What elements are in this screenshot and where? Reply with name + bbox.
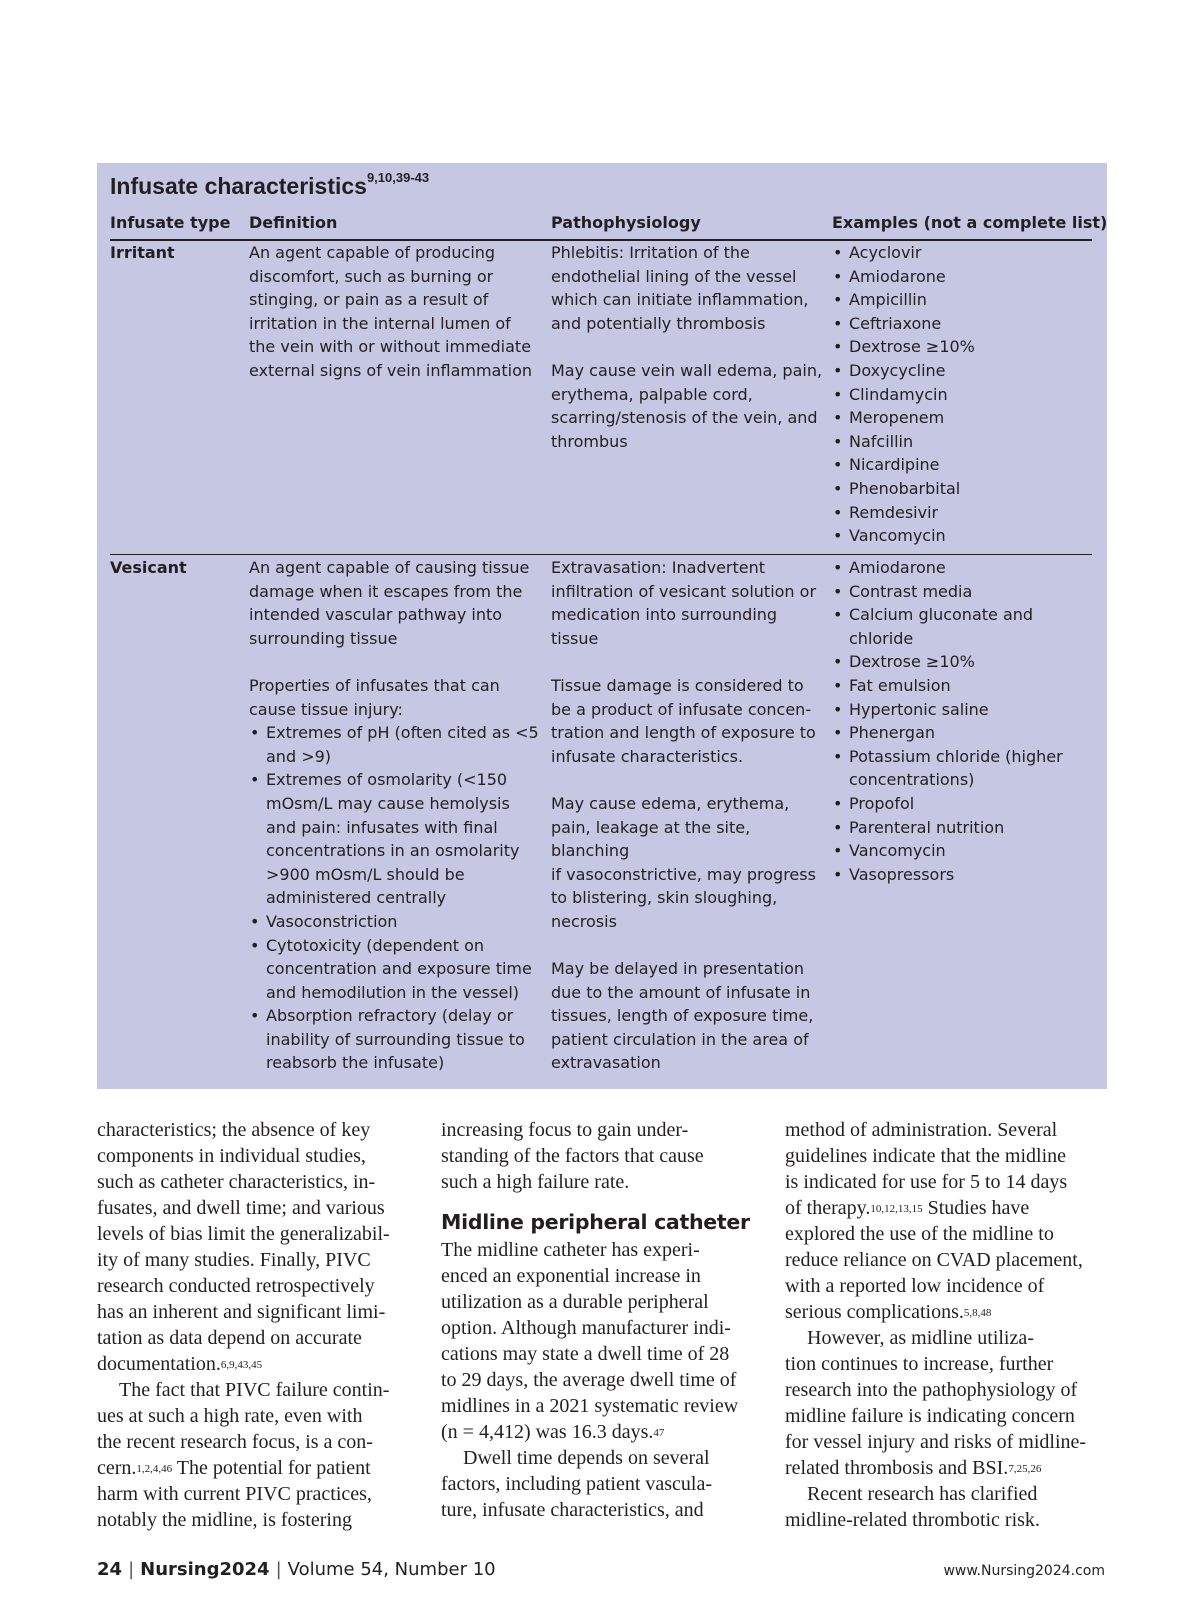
text-line: An agent capable of causing tissue xyxy=(249,558,530,577)
text-line: utilization as a durable peripheral xyxy=(441,1291,709,1313)
text-line: Properties of infusates that can xyxy=(249,675,500,695)
text-line: Cytotoxicity (dependent on xyxy=(266,935,485,955)
text-line: scarring/stenosis of the vein, and xyxy=(551,408,818,428)
text-line: May cause edema, erythema, xyxy=(551,793,790,813)
text-line: serious complications. xyxy=(785,1301,964,1323)
example-item: • Amiodarone xyxy=(832,265,1092,289)
paragraph-gap xyxy=(551,934,826,958)
property-item xyxy=(249,768,539,910)
text-line: enced an exponential increase in xyxy=(441,1265,701,1287)
text-line: Extremes of pH (often cited as <5 xyxy=(266,723,539,743)
paragraph-gap xyxy=(551,768,826,792)
text-line: concentrations) xyxy=(849,770,975,790)
text-line: related thrombosis and BSI. xyxy=(785,1457,1009,1479)
text-line: endothelial lining of the vessel xyxy=(551,266,797,286)
reference-superscript: 10,12,13,15 xyxy=(870,1203,923,1215)
body-paragraph xyxy=(785,1481,1107,1533)
text-line: chloride xyxy=(849,628,914,648)
text-line: stinging, or pain as a result of xyxy=(249,290,489,310)
example-item: • Dextrose ≥10% xyxy=(832,335,1092,359)
text-line: midline failure is indicating concern xyxy=(785,1405,1075,1427)
example-item: • Phenobarbital xyxy=(832,477,1092,501)
paragraph-gap xyxy=(551,335,826,359)
page-number: 24 xyxy=(97,1559,123,1580)
text-line: medication into surrounding xyxy=(551,605,778,625)
text-line: thrombus xyxy=(551,431,628,451)
pathophysiology-text xyxy=(551,674,826,768)
example-item: • Ceftriaxone xyxy=(832,312,1092,336)
text-line: the recent research focus, is a con- xyxy=(97,1431,373,1453)
text-line: tation as data depend on accurate xyxy=(97,1327,362,1349)
text-line: reduce reliance on CVAD placement, xyxy=(785,1249,1083,1271)
property-item xyxy=(249,910,539,934)
paragraph-gap xyxy=(551,650,826,674)
text-line: fusates, and dwell time; and various xyxy=(97,1197,385,1219)
text-line: and >9) xyxy=(266,746,332,766)
text-line: discomfort, such as burning or xyxy=(249,266,494,286)
header-examples: Examples (not a complete list) xyxy=(832,213,1108,232)
paragraph-gap xyxy=(249,650,539,674)
text-line: Tissue damage is considered to xyxy=(551,675,804,695)
text-line: Dextrose ≥10% xyxy=(849,652,975,672)
text-line: if vasoconstrictive, may progress xyxy=(551,864,816,884)
text-line: Parenteral nutrition xyxy=(849,817,1005,837)
text-line: to 29 days, the average dwell time of xyxy=(441,1369,737,1391)
vesicant-examples xyxy=(832,556,1092,886)
text-line: reabsorb the infusate) xyxy=(266,1053,445,1073)
text-line: concentrations in an osmolarity xyxy=(266,841,520,861)
text-line: pain, leakage at the site, blanching xyxy=(551,817,751,861)
text-line: administered centrally xyxy=(266,888,447,908)
row-rule xyxy=(110,554,1092,555)
text-line: Dwell time depends on several xyxy=(463,1447,710,1469)
example-item: • Doxycycline xyxy=(832,359,1092,383)
text-line: be a product of infusate concen- xyxy=(551,699,812,719)
text-line: is indicated for use for 5 to 14 days xyxy=(785,1171,1068,1193)
text-line: tration and length of exposure to xyxy=(551,723,816,743)
text-line: external signs of vein inflammation xyxy=(249,360,533,380)
example-item xyxy=(832,580,1092,604)
definition-text xyxy=(249,241,539,383)
table-title: Infusate characteristics$^{9,10,39-43}$ xyxy=(110,170,430,199)
irritant-definition xyxy=(249,241,539,383)
text-line: due to the amount of infusate in xyxy=(551,982,811,1002)
text-line: Vancomycin xyxy=(849,841,946,861)
text-line: Hypertonic saline xyxy=(849,699,989,719)
body-column-2 xyxy=(441,1117,763,1523)
text-line: such as catheter characteristics, in- xyxy=(97,1171,376,1193)
reference-superscript: 1,2,4,46 xyxy=(136,1463,173,1475)
text-line: (n = 4,412) was 16.3 days. xyxy=(441,1421,654,1443)
example-item xyxy=(832,816,1092,840)
volume-info: Volume 54, Number 10 xyxy=(287,1559,496,1580)
example-item: • Vancomycin xyxy=(832,524,1092,548)
text-run: Studies have xyxy=(922,1197,1030,1219)
text-line: mOsm/L may cause hemolysis xyxy=(266,793,510,813)
text-line: extravasation xyxy=(551,1053,661,1073)
example-item: • Acyclovir xyxy=(832,241,1092,265)
reference-superscript: 7,25,26 xyxy=(1008,1463,1042,1475)
text-line: to blistering, skin sloughing, xyxy=(551,888,778,908)
header-definition: Definition xyxy=(249,213,338,232)
vesicant-definition xyxy=(249,556,539,1075)
example-item xyxy=(832,745,1092,792)
text-line: notably the midline, is fostering xyxy=(97,1509,352,1531)
example-item xyxy=(832,863,1092,887)
definition-text xyxy=(249,556,539,650)
text-run: The potential for patient xyxy=(172,1457,371,1479)
example-item: • Meropenem xyxy=(832,406,1092,430)
text-line: harm with current PIVC practices, xyxy=(97,1483,372,1505)
text-line: The midline catheter has experi- xyxy=(441,1239,700,1261)
text-line: midlines in a 2021 systematic review xyxy=(441,1395,739,1417)
text-line: tissues, length of exposure time, xyxy=(551,1006,814,1026)
vesicant-type: Vesicant xyxy=(110,558,187,577)
text-line: An agent capable of producing xyxy=(249,243,496,262)
text-line: explored the use of the midline to xyxy=(785,1223,1054,1245)
body-paragraph xyxy=(97,1377,419,1533)
text-line: research conducted retrospectively xyxy=(97,1275,375,1297)
footer-url: www.Nursing2024.com xyxy=(943,1563,1105,1579)
text-line: guidelines indicate that the midline xyxy=(785,1145,1067,1167)
text-line: Extremes of osmolarity (<150 xyxy=(266,770,508,790)
irritant-examples xyxy=(832,241,1092,548)
body-paragraph xyxy=(785,1117,1107,1325)
text-line: May be delayed in presentation xyxy=(551,959,804,979)
text-line: tissue xyxy=(551,628,599,648)
properties-list xyxy=(249,721,539,1075)
example-item: • Nicardipine xyxy=(832,453,1092,477)
text-line: damage when it escapes from the xyxy=(249,581,523,601)
text-line: cations may state a dwell time of 28 xyxy=(441,1343,730,1365)
text-line: intended vascular pathway into xyxy=(249,605,503,625)
property-item xyxy=(249,721,539,768)
text-line: Phlebitis: Irritation of the xyxy=(551,243,750,262)
text-line: infusate characteristics. xyxy=(551,746,744,766)
text-line: Amiodarone xyxy=(849,558,946,577)
example-item: • Nafcillin xyxy=(832,430,1092,454)
text-line: for vessel injury and risks of midline- xyxy=(785,1431,1087,1453)
text-line: Extravasation: Inadvertent xyxy=(551,558,766,577)
text-line: levels of bias limit the generalizabil- xyxy=(97,1223,390,1245)
text-line: such a high failure rate. xyxy=(441,1171,630,1193)
example-item xyxy=(832,650,1092,674)
property-item xyxy=(249,934,539,1005)
title-refs: 9,10,39-43 xyxy=(366,170,430,186)
text-line: and potentially thrombosis xyxy=(551,313,766,333)
journal-name: Nursing2024 xyxy=(140,1559,270,1580)
text-line: May cause vein wall edema, pain, xyxy=(551,360,823,380)
text-line: midline-related thrombotic risk. xyxy=(785,1509,1040,1531)
body-paragraph xyxy=(441,1237,763,1445)
body-paragraph xyxy=(441,1445,763,1523)
text-line: method of administration. Several xyxy=(785,1119,1058,1141)
text-line: characteristics; the absence of key xyxy=(97,1119,371,1141)
footer-citation: 24 | Nursing2024 | Volume 54, Number 10 xyxy=(97,1559,496,1580)
vesicant-pathophysiology xyxy=(551,556,826,1075)
text-line: Absorption refractory (delay or xyxy=(266,1006,514,1026)
example-item xyxy=(832,556,1092,580)
text-line: and hemodilution in the vessel) xyxy=(266,982,519,1002)
example-item: • Ampicillin xyxy=(832,288,1092,312)
text-line: necrosis xyxy=(551,911,617,931)
text-line: However, as midline utiliza- xyxy=(807,1327,1034,1349)
text-line: >900 mOsm/L should be xyxy=(266,864,465,884)
reference-superscript: 5,8,48 xyxy=(963,1307,992,1319)
text-line: ity of many studies. Finally, PIVC xyxy=(97,1249,371,1271)
text-line: Phenergan xyxy=(849,723,936,743)
example-item xyxy=(832,839,1092,863)
text-line: irritation in the internal lumen of xyxy=(249,313,511,333)
text-line: and pain: infusates with final xyxy=(266,817,498,837)
pathophysiology-text xyxy=(551,241,826,335)
text-line: concentration and exposure time xyxy=(266,959,532,979)
reference-superscript: 47 xyxy=(653,1427,665,1439)
body-column-1 xyxy=(97,1117,419,1533)
property-item xyxy=(249,1004,539,1075)
text-line: Contrast media xyxy=(849,581,973,601)
text-line: documentation. xyxy=(97,1353,221,1375)
section-heading: Midline peripheral catheter xyxy=(441,1210,750,1234)
header-infusate-type: Infusate type xyxy=(110,213,231,232)
header-pathophysiology: Pathophysiology xyxy=(551,213,701,232)
text-line: erythema, palpable cord, xyxy=(551,384,753,404)
pathophysiology-text xyxy=(551,556,826,650)
text-line: Vasoconstriction xyxy=(266,911,398,931)
text-line: Recent research has clarified xyxy=(807,1483,1038,1505)
text-line: inability of surrounding tissue to xyxy=(266,1029,525,1049)
text-line: option. Although manufacturer indi- xyxy=(441,1317,731,1339)
reference-superscript: 6,9,43,45 xyxy=(220,1359,263,1371)
text-line: cause tissue injury: xyxy=(249,699,403,719)
irritant-pathophysiology xyxy=(551,241,826,453)
body-paragraph xyxy=(97,1117,419,1377)
pathophysiology-text xyxy=(551,792,826,934)
text-line: research into the pathophysiology of xyxy=(785,1379,1078,1401)
example-item: • Remdesivir xyxy=(832,501,1092,525)
text-line: increasing focus to gain under- xyxy=(441,1119,689,1141)
text-line: Potassium chloride (higher xyxy=(849,746,1063,766)
text-line: has an inherent and significant limi- xyxy=(97,1301,386,1323)
text-line: components in individual studies, xyxy=(97,1145,366,1167)
text-line: patient circulation in the area of xyxy=(551,1029,809,1049)
pathophysiology-text xyxy=(551,957,826,1075)
example-item xyxy=(832,698,1092,722)
properties-intro xyxy=(249,674,539,721)
infusate-table xyxy=(97,163,1107,1089)
text-line: ture, infusate characteristics, and xyxy=(441,1499,704,1521)
body-paragraph xyxy=(785,1325,1107,1481)
text-line: Fat emulsion xyxy=(849,675,951,695)
text-line: with a reported low incidence of xyxy=(785,1275,1045,1297)
example-item: • Clindamycin xyxy=(832,383,1092,407)
text-line: Vasopressors xyxy=(849,864,955,884)
text-line: Calcium gluconate and xyxy=(849,605,1034,625)
text-line: the vein with or without immediate xyxy=(249,337,532,357)
text-line: which can initiate inflammation, xyxy=(551,290,809,310)
body-column-3 xyxy=(785,1117,1107,1533)
example-item xyxy=(832,792,1092,816)
text-line: Propofol xyxy=(849,793,915,813)
text-line: tion continues to increase, further xyxy=(785,1353,1054,1375)
text-line: factors, including patient vascula- xyxy=(441,1473,713,1495)
text-line: standing of the factors that cause xyxy=(441,1145,704,1167)
text-line: of therapy. xyxy=(785,1197,871,1219)
text-line: infiltration of vesicant solution or xyxy=(551,581,817,601)
irritant-type: Irritant xyxy=(110,243,175,262)
text-line: cern. xyxy=(97,1457,137,1479)
example-item xyxy=(832,674,1092,698)
text-line: surrounding tissue xyxy=(249,628,398,648)
text-line: ues at such a high rate, even with xyxy=(97,1405,363,1427)
body-paragraph xyxy=(441,1117,763,1195)
example-item xyxy=(832,721,1092,745)
text-line: The fact that PIVC failure contin- xyxy=(119,1379,390,1401)
pathophysiology-text xyxy=(551,359,826,453)
example-item xyxy=(832,603,1092,650)
